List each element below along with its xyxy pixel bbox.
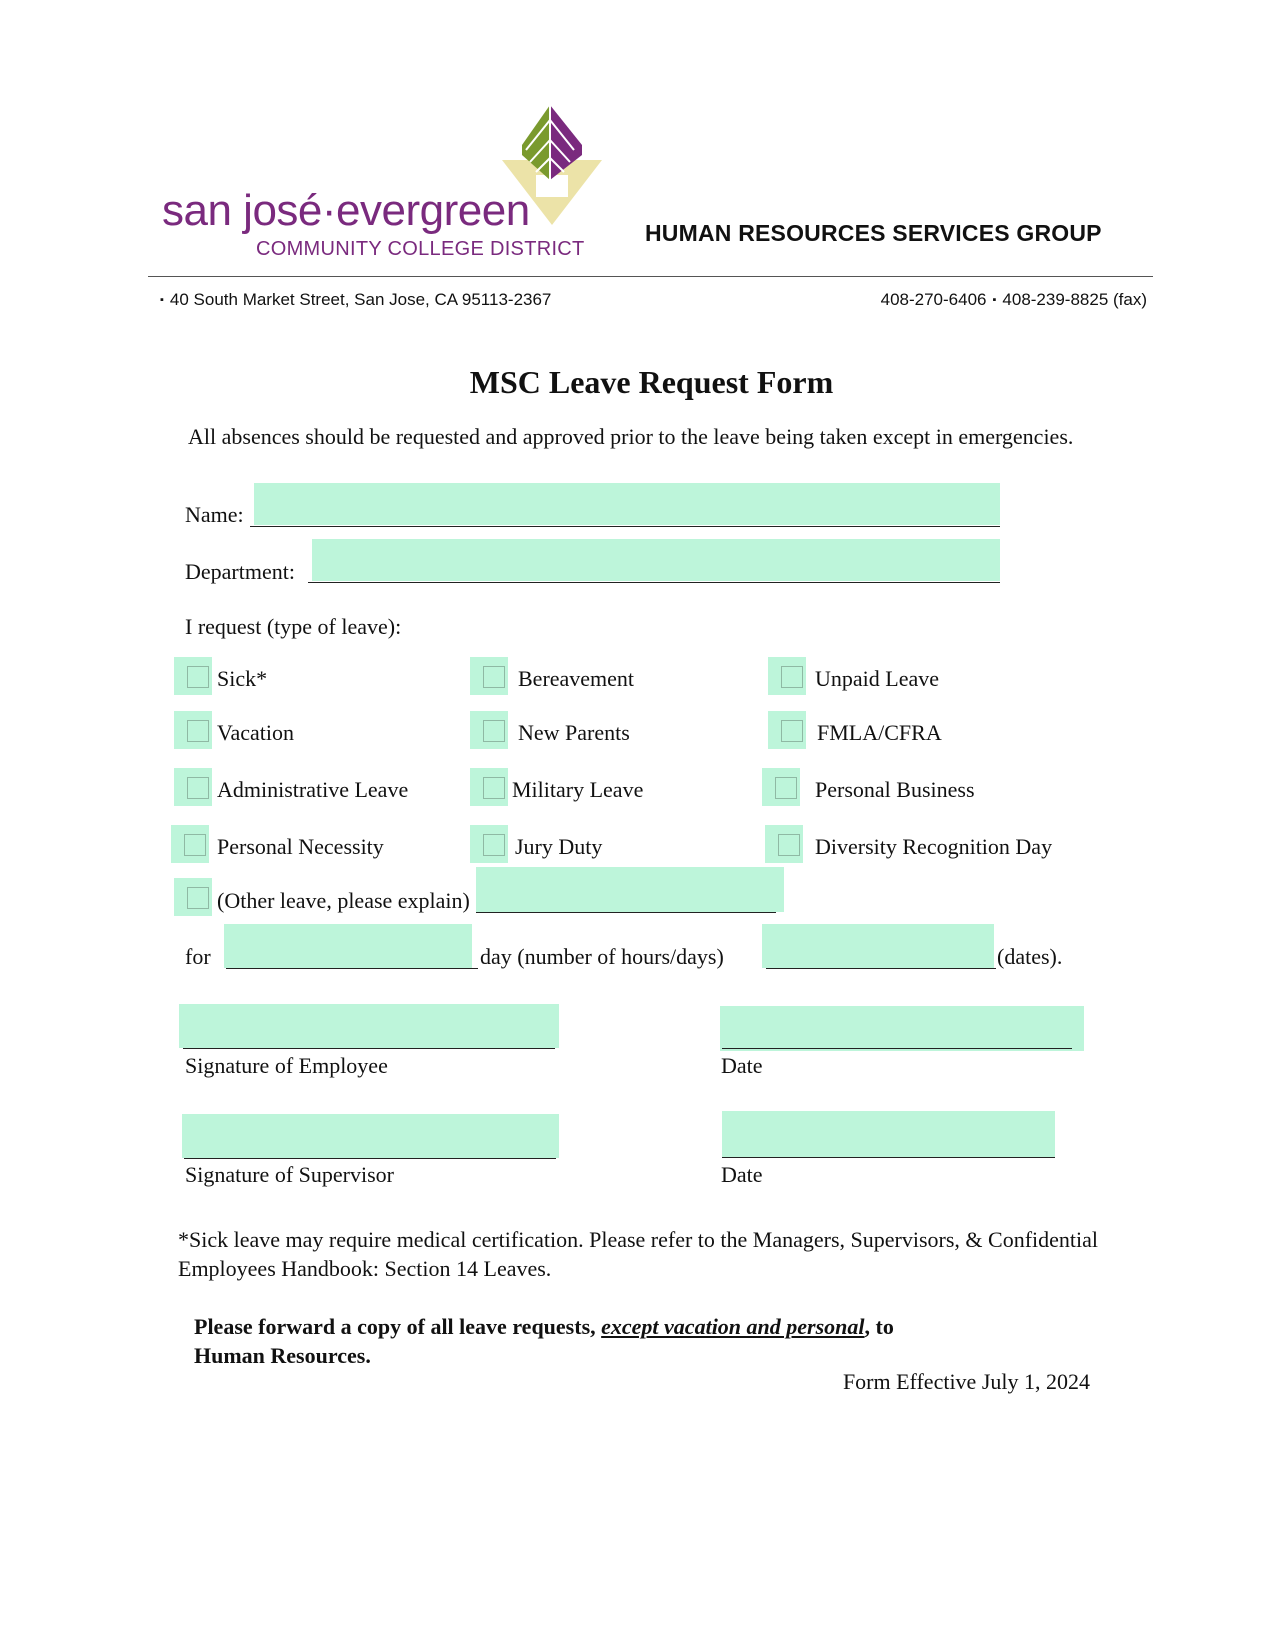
address-line — [160, 290, 551, 310]
supervisor-date-label: Date — [721, 1162, 763, 1187]
fax-number: 408-239-8825 (fax) — [1002, 290, 1147, 309]
bereavement-label: Bereavement — [518, 666, 635, 691]
employee-date-label: Date — [721, 1053, 763, 1078]
new-parents-label: New Parents — [518, 720, 630, 745]
forward-recipient: Human Resources. — [194, 1343, 371, 1368]
header-divider — [148, 276, 1153, 277]
personal-business-label: Personal Business — [815, 777, 975, 802]
intro-text: All absences should be requested and approved prior to the leave being taken except in emergencies. — [188, 424, 1074, 449]
checkbox-box — [781, 666, 803, 688]
other-leave-checkbox[interactable] — [174, 878, 212, 916]
name-field[interactable] — [254, 483, 1000, 525]
vacation-checkbox[interactable] — [174, 711, 212, 749]
logo-name-line1: san josé·evergreen — [162, 186, 530, 235]
checkbox-box — [483, 720, 505, 742]
checkbox-box — [775, 777, 797, 799]
form-title: MSC Leave Request Form — [469, 364, 834, 400]
jury-duty-checkbox[interactable] — [470, 825, 508, 863]
employee-date-underline — [722, 1048, 1072, 1049]
phone-number: 408-270-6406 — [880, 290, 987, 309]
checkbox-box — [187, 720, 209, 742]
dates-underline — [766, 968, 996, 969]
checkbox-box — [483, 834, 505, 856]
checkbox-box — [778, 834, 800, 856]
personal-necessity-checkbox[interactable] — [171, 825, 209, 863]
forward-text: Please forward a copy of all leave requests, — [194, 1314, 602, 1339]
checkbox-box — [483, 666, 505, 688]
address-text: 40 South Market Street, San Jose, CA 95113-2367 — [169, 290, 552, 309]
checkbox-box — [483, 777, 505, 799]
dates-label: (dates). — [997, 944, 1063, 969]
name-underline — [250, 526, 1000, 527]
other-leave-label: (Other leave, please explain) — [217, 888, 470, 913]
employee-signature-label: Signature of Employee — [185, 1053, 388, 1078]
department-field[interactable] — [312, 539, 1000, 581]
department-underline — [308, 582, 1000, 583]
day-label: day (number of hours/days) — [480, 944, 724, 969]
personal-necessity-label: Personal Necessity — [217, 834, 384, 859]
new-parents-checkbox[interactable] — [470, 711, 508, 749]
checkbox-box — [781, 720, 803, 742]
department-label: Department: — [185, 559, 295, 584]
supervisor-date-underline — [722, 1157, 1055, 1158]
fmla-label: FMLA/CFRA — [817, 720, 942, 745]
checkbox-box — [184, 834, 206, 856]
other-leave-underline — [476, 912, 776, 913]
diversity-day-checkbox[interactable] — [765, 825, 803, 863]
employee-signature-underline — [183, 1048, 555, 1049]
checkbox-box — [187, 666, 209, 688]
district-logo — [150, 100, 610, 260]
unpaid-leave-label: Unpaid Leave — [815, 666, 939, 691]
name-label: Name: — [185, 502, 244, 527]
for-label: for — [185, 944, 211, 969]
supervisor-date-field[interactable] — [722, 1111, 1055, 1157]
bullet-icon: ▪ — [992, 294, 997, 306]
supervisor-signature-label: Signature of Supervisor — [185, 1162, 394, 1187]
vacation-label: Vacation — [217, 720, 294, 745]
forward-text-end: , to — [864, 1314, 894, 1339]
forward-instructions — [194, 1312, 894, 1370]
bereavement-checkbox[interactable] — [470, 657, 508, 695]
sick-label: Sick* — [217, 666, 268, 691]
supervisor-signature-underline — [184, 1158, 556, 1159]
employee-date-field[interactable] — [720, 1006, 1084, 1051]
military-leave-checkbox[interactable] — [470, 768, 508, 806]
sick-leave-note: *Sick leave may require medical certification. Please refer to the Managers, Supervisors, & Confidential Employees Handbook: Section 14 Leaves. — [178, 1227, 1099, 1281]
request-label: I request (type of leave): — [185, 614, 402, 639]
checkbox-box — [187, 887, 209, 909]
hours-days-field[interactable] — [224, 924, 472, 968]
other-leave-field[interactable] — [476, 867, 784, 912]
form-effective-date: Form Effective July 1, 2024 — [842, 1369, 1090, 1394]
personal-business-checkbox[interactable] — [762, 768, 800, 806]
military-leave-label: Military Leave — [512, 777, 644, 802]
diversity-day-label: Diversity Recognition Day — [815, 834, 1053, 859]
phone-line — [881, 290, 1147, 310]
supervisor-signature-field[interactable] — [182, 1114, 559, 1158]
administrative-leave-label: Administrative Leave — [217, 777, 409, 802]
logo-name-line2: COMMUNITY COLLEGE DISTRICT — [256, 238, 585, 260]
fmla-checkbox[interactable] — [768, 711, 806, 749]
jury-duty-label: Jury Duty — [515, 834, 603, 859]
department-heading: HUMAN RESOURCES SERVICES GROUP — [645, 220, 1102, 246]
bullet-icon: ▪ — [160, 294, 164, 306]
dates-field[interactable] — [762, 924, 994, 968]
administrative-leave-checkbox[interactable] — [174, 768, 212, 806]
forward-exception: except vacation and personal — [601, 1314, 865, 1339]
unpaid-leave-checkbox[interactable] — [768, 657, 806, 695]
checkbox-box — [187, 777, 209, 799]
employee-signature-field[interactable] — [179, 1004, 559, 1048]
hours-days-underline — [226, 968, 478, 969]
sick-checkbox[interactable] — [174, 657, 212, 695]
